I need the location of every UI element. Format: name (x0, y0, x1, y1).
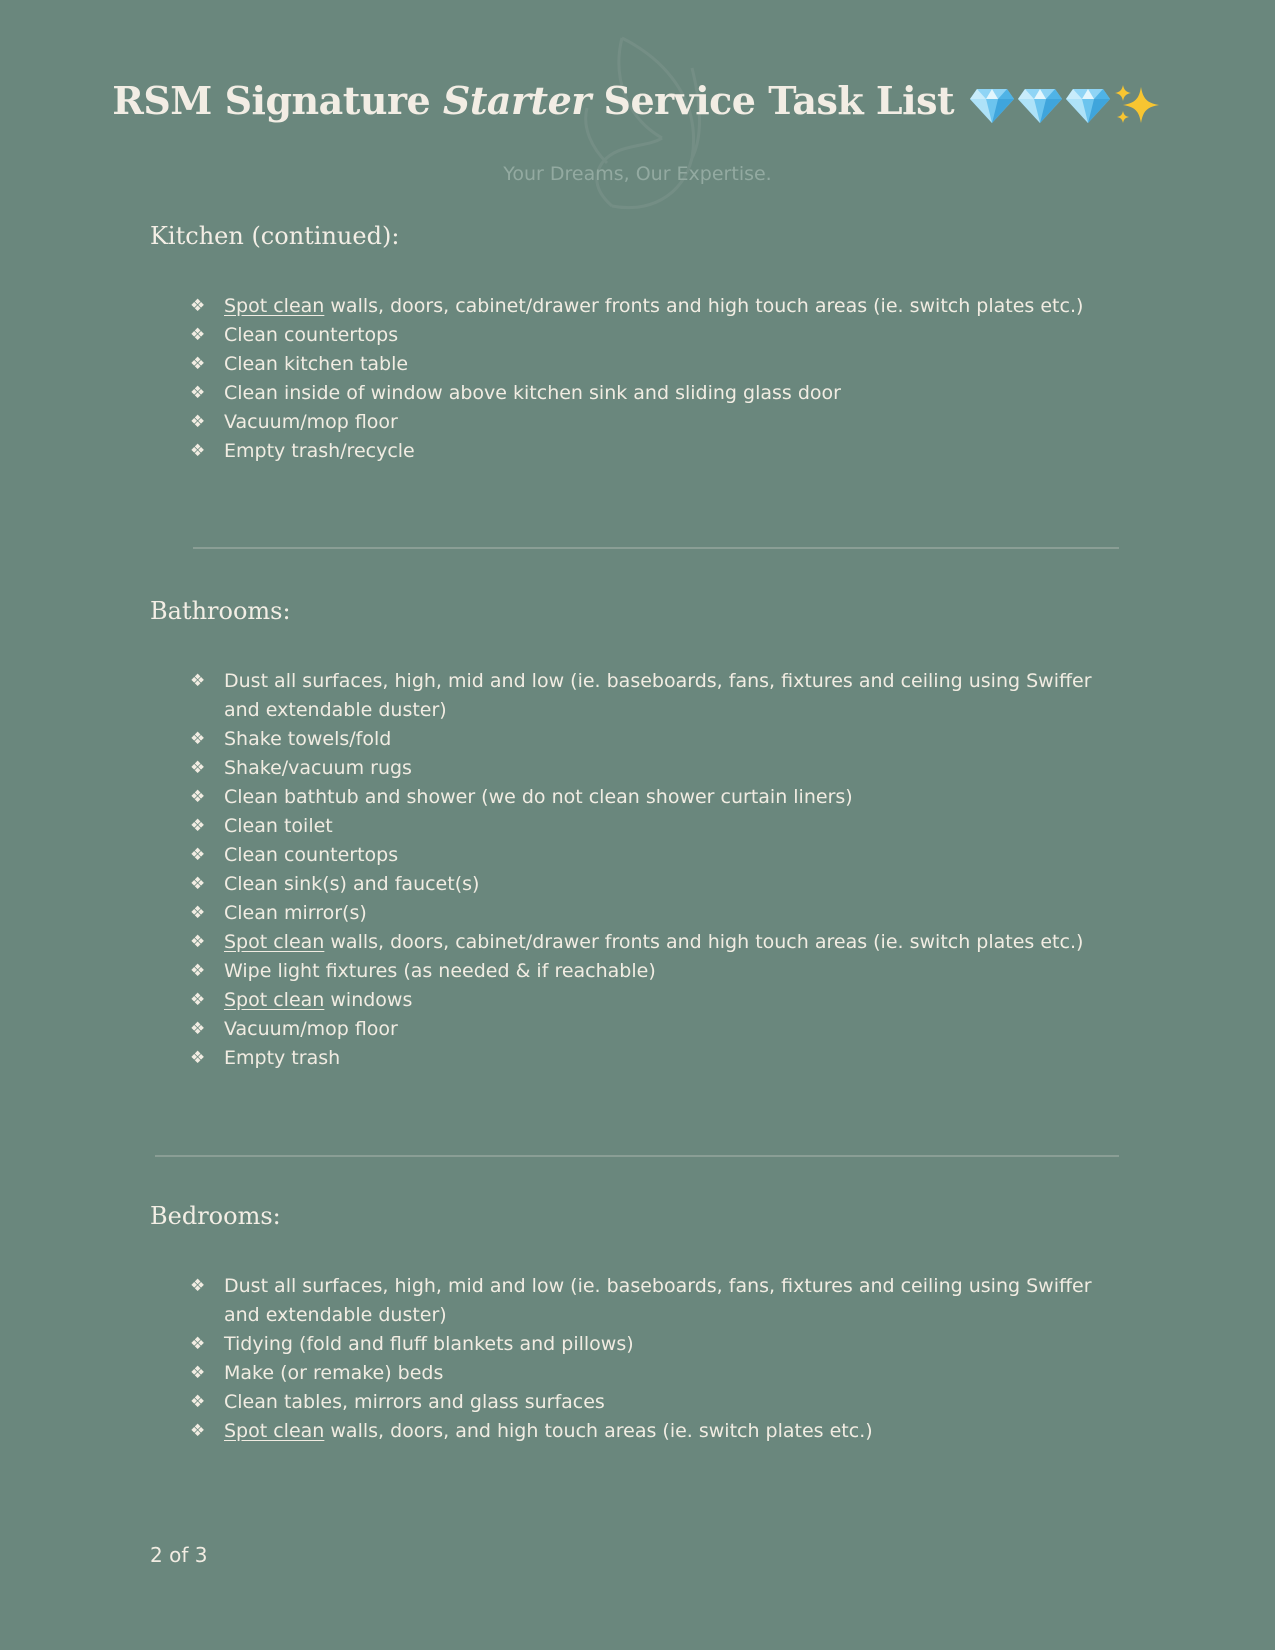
task-text: Make (or remake) beds (224, 1362, 444, 1384)
diamond-bullet-icon: ❖ (190, 1392, 206, 1412)
task-text: Empty trash (224, 1047, 341, 1069)
task-text: Clean tables, mirrors and glass surfaces (224, 1391, 605, 1413)
task-item (190, 812, 1100, 841)
task-item (190, 350, 1100, 379)
task-text: Clean toilet (224, 815, 333, 837)
section-divider (193, 547, 1119, 549)
task-list (190, 292, 1100, 466)
diamond-bullet-icon: ❖ (190, 903, 206, 923)
task-text: Shake/vacuum rugs (224, 757, 412, 779)
section-kitchen (150, 222, 1120, 462)
title-part-2: Service Task List (590, 78, 955, 123)
task-list (190, 667, 1100, 1073)
task-text: Tidying (fold and fluff blankets and pillows) (224, 1333, 634, 1355)
diamond-bullet-icon: ❖ (190, 961, 206, 981)
task-item (190, 1044, 1100, 1073)
task-item (190, 870, 1100, 899)
diamond-bullet-icon: ❖ (190, 1276, 206, 1296)
task-emphasis: Spot clean (224, 931, 325, 953)
diamond-bullet-icon: ❖ (190, 1363, 206, 1383)
task-text: Clean countertops (224, 844, 399, 866)
task-item (190, 1359, 1100, 1388)
task-item (190, 1272, 1100, 1330)
task-text: Dust all surfaces, high, mid and low (ie. baseboards, fans, fixtures and ceiling using Swiffer and extendable duster) (224, 670, 1092, 721)
task-text: Clean kitchen table (224, 353, 409, 375)
task-text: Wipe light fixtures (as needed & if reachable) (224, 960, 656, 982)
diamond-bullet-icon: ❖ (190, 758, 206, 778)
task-text: Clean inside of window above kitchen sink and sliding glass door (224, 382, 841, 404)
page-title (0, 78, 1275, 127)
diamond-bullet-icon: ❖ (190, 412, 206, 432)
task-item (190, 899, 1100, 928)
task-item (190, 437, 1100, 466)
diamond-bullet-icon: ❖ (190, 325, 206, 345)
task-item (190, 379, 1100, 408)
diamond-bullet-icon: ❖ (190, 816, 206, 836)
task-emphasis: Spot clean (224, 1420, 325, 1442)
section-heading: Bedrooms: (150, 1202, 281, 1230)
task-text: Vacuum/mop floor (224, 411, 398, 433)
task-item (190, 1330, 1100, 1359)
task-text: Clean mirror(s) (224, 902, 367, 924)
diamond-bullet-icon: ❖ (190, 1048, 206, 1068)
task-item (190, 986, 1100, 1015)
task-text: Vacuum/mop floor (224, 1018, 398, 1040)
diamond-bullet-icon: ❖ (190, 354, 206, 374)
diamond-bullet-icon: ❖ (190, 845, 206, 865)
diamond-bullet-icon: ❖ (190, 383, 206, 403)
task-text: Empty trash/recycle (224, 440, 415, 462)
diamond-bullet-icon: ❖ (190, 729, 206, 749)
task-emphasis: Spot clean (224, 989, 325, 1011)
task-text: walls, doors, cabinet/drawer fronts and high touch areas (ie. switch plates etc.) (324, 931, 1084, 953)
diamond-bullet-icon: ❖ (190, 1421, 206, 1441)
task-text: Clean sink(s) and faucet(s) (224, 873, 480, 895)
task-item (190, 725, 1100, 754)
task-item (190, 321, 1100, 350)
dove-logo-watermark-icon (552, 28, 742, 228)
diamond-bullet-icon: ❖ (190, 296, 206, 316)
task-item (190, 754, 1100, 783)
diamond-bullet-icon: ❖ (190, 1019, 206, 1039)
task-item (190, 667, 1100, 725)
section-bathrooms (150, 597, 1120, 1069)
task-item (190, 1388, 1100, 1417)
task-text: Clean countertops (224, 324, 399, 346)
diamond-bullet-icon: ❖ (190, 441, 206, 461)
title-part-1: RSM Signature (112, 78, 443, 123)
diamond-bullet-icon: ❖ (190, 671, 206, 691)
task-text: Dust all surfaces, high, mid and low (ie. baseboards, fans, fixtures and ceiling using Swiffer and extendable duster) (224, 1275, 1092, 1326)
task-emphasis: Spot clean (224, 295, 325, 317)
section-bedrooms (150, 1202, 1120, 1442)
section-divider (155, 1155, 1119, 1157)
diamond-bullet-icon: ❖ (190, 874, 206, 894)
title-italic-word: Starter (442, 78, 591, 123)
page-number: 2 of 3 (150, 1543, 208, 1567)
gem-icon (1017, 85, 1063, 125)
diamond-bullet-icon: ❖ (190, 787, 206, 807)
task-item (190, 928, 1100, 957)
task-item (190, 783, 1100, 812)
gem-icon (969, 85, 1015, 125)
tagline: Your Dreams, Our Expertise. (503, 163, 772, 185)
task-item (190, 408, 1100, 437)
task-text: windows (324, 989, 413, 1011)
task-item (190, 1015, 1100, 1044)
diamond-bullet-icon: ❖ (190, 990, 206, 1010)
task-text: Clean bathtub and shower (we do not clean shower curtain liners) (224, 786, 853, 808)
task-list (190, 1272, 1100, 1446)
diamond-bullet-icon: ❖ (190, 932, 206, 952)
diamond-bullet-icon: ❖ (190, 1334, 206, 1354)
task-text: walls, doors, and high touch areas (ie. switch plates etc.) (324, 1420, 873, 1442)
task-item (190, 1417, 1100, 1446)
section-heading: Bathrooms: (150, 597, 291, 625)
task-item (190, 957, 1100, 986)
gem-icon (1065, 85, 1111, 125)
task-item (190, 841, 1100, 870)
task-text: Shake towels/fold (224, 728, 392, 750)
task-text: walls, doors, cabinet/drawer fronts and high touch areas (ie. switch plates etc.) (324, 295, 1084, 317)
task-item (190, 292, 1100, 321)
section-heading: Kitchen (continued): (150, 222, 400, 250)
sparkles-icon (1113, 83, 1163, 127)
